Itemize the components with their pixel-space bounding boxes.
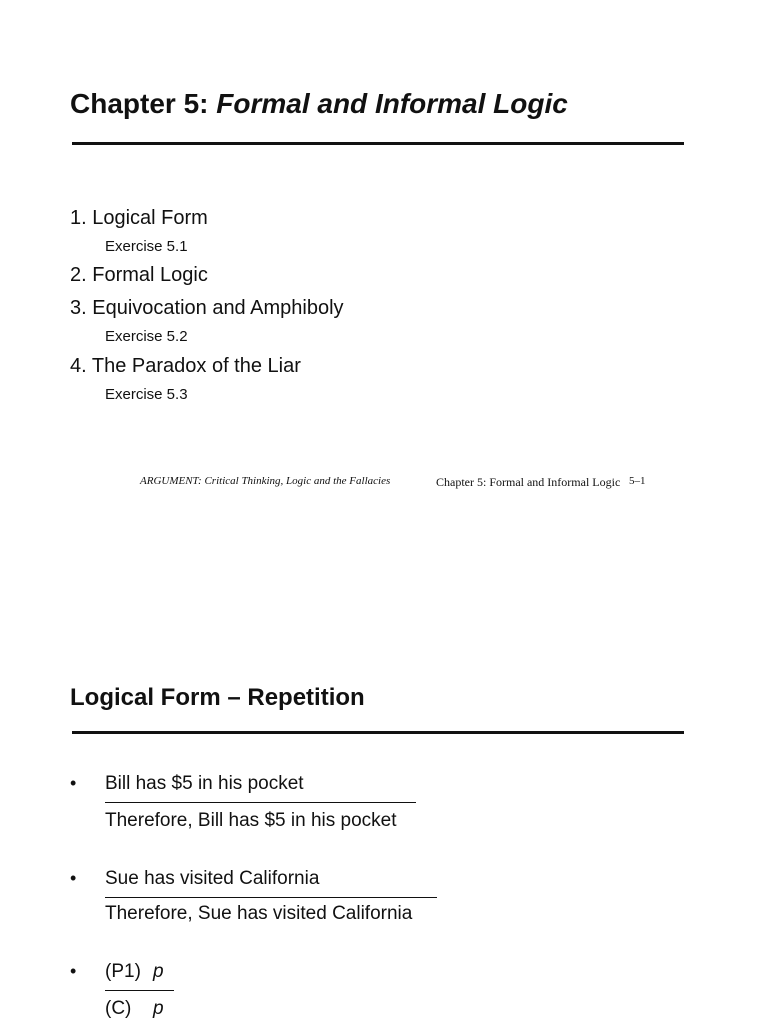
toc-item-formal-logic: 2. Formal Logic (70, 264, 208, 286)
toc-item-paradox-liar: 4. The Paradox of the Liar (70, 355, 301, 377)
title-rule (72, 142, 684, 145)
toc-sub-exercise-5-3: Exercise 5.3 (105, 386, 188, 403)
slide-2 (0, 512, 768, 1024)
toc-sub-exercise-5-1: Exercise 5.1 (105, 238, 188, 255)
section-title-rule (72, 731, 684, 734)
bullet: • (70, 961, 77, 981)
chapter-title (70, 88, 568, 120)
premise-tag: (P1) (105, 961, 141, 982)
inference-line (105, 802, 416, 803)
premise-bill: Bill has $5 in his pocket (105, 773, 304, 794)
premise-variable: p (153, 961, 164, 982)
section-title: Logical Form – Repetition (70, 684, 365, 711)
bullet: • (70, 868, 77, 888)
footer-book-text: ARGUMENT: Critical Thinking, Logic and the Fallacies (140, 475, 391, 487)
footer-page-number: 5–1 (629, 475, 646, 487)
footer-book-title (140, 475, 390, 487)
toc-sub-exercise-5-2: Exercise 5.2 (105, 328, 188, 345)
conclusion-bill: Therefore, Bill has $5 in his pocket (105, 810, 397, 831)
premise-sue: Sue has visited California (105, 868, 320, 889)
conclusion-tag: (C) (105, 998, 132, 1019)
chapter-title-italic: Formal and Informal Logic (216, 88, 568, 119)
conclusion-variable: p (153, 998, 164, 1019)
footer-chapter: Chapter 5: Formal and Informal Logic (436, 475, 621, 489)
chapter-title-prefix: Chapter 5: (70, 88, 217, 119)
conclusion-c (105, 998, 164, 1020)
inference-line (105, 897, 437, 898)
bullet: • (70, 773, 77, 793)
toc-item-logical-form: 1. Logical Form (70, 207, 208, 229)
premise-p1 (105, 961, 164, 983)
inference-line (105, 990, 174, 991)
conclusion-sue: Therefore, Sue has visited California (105, 903, 413, 924)
toc-item-equivocation: 3. Equivocation and Amphiboly (70, 297, 344, 319)
